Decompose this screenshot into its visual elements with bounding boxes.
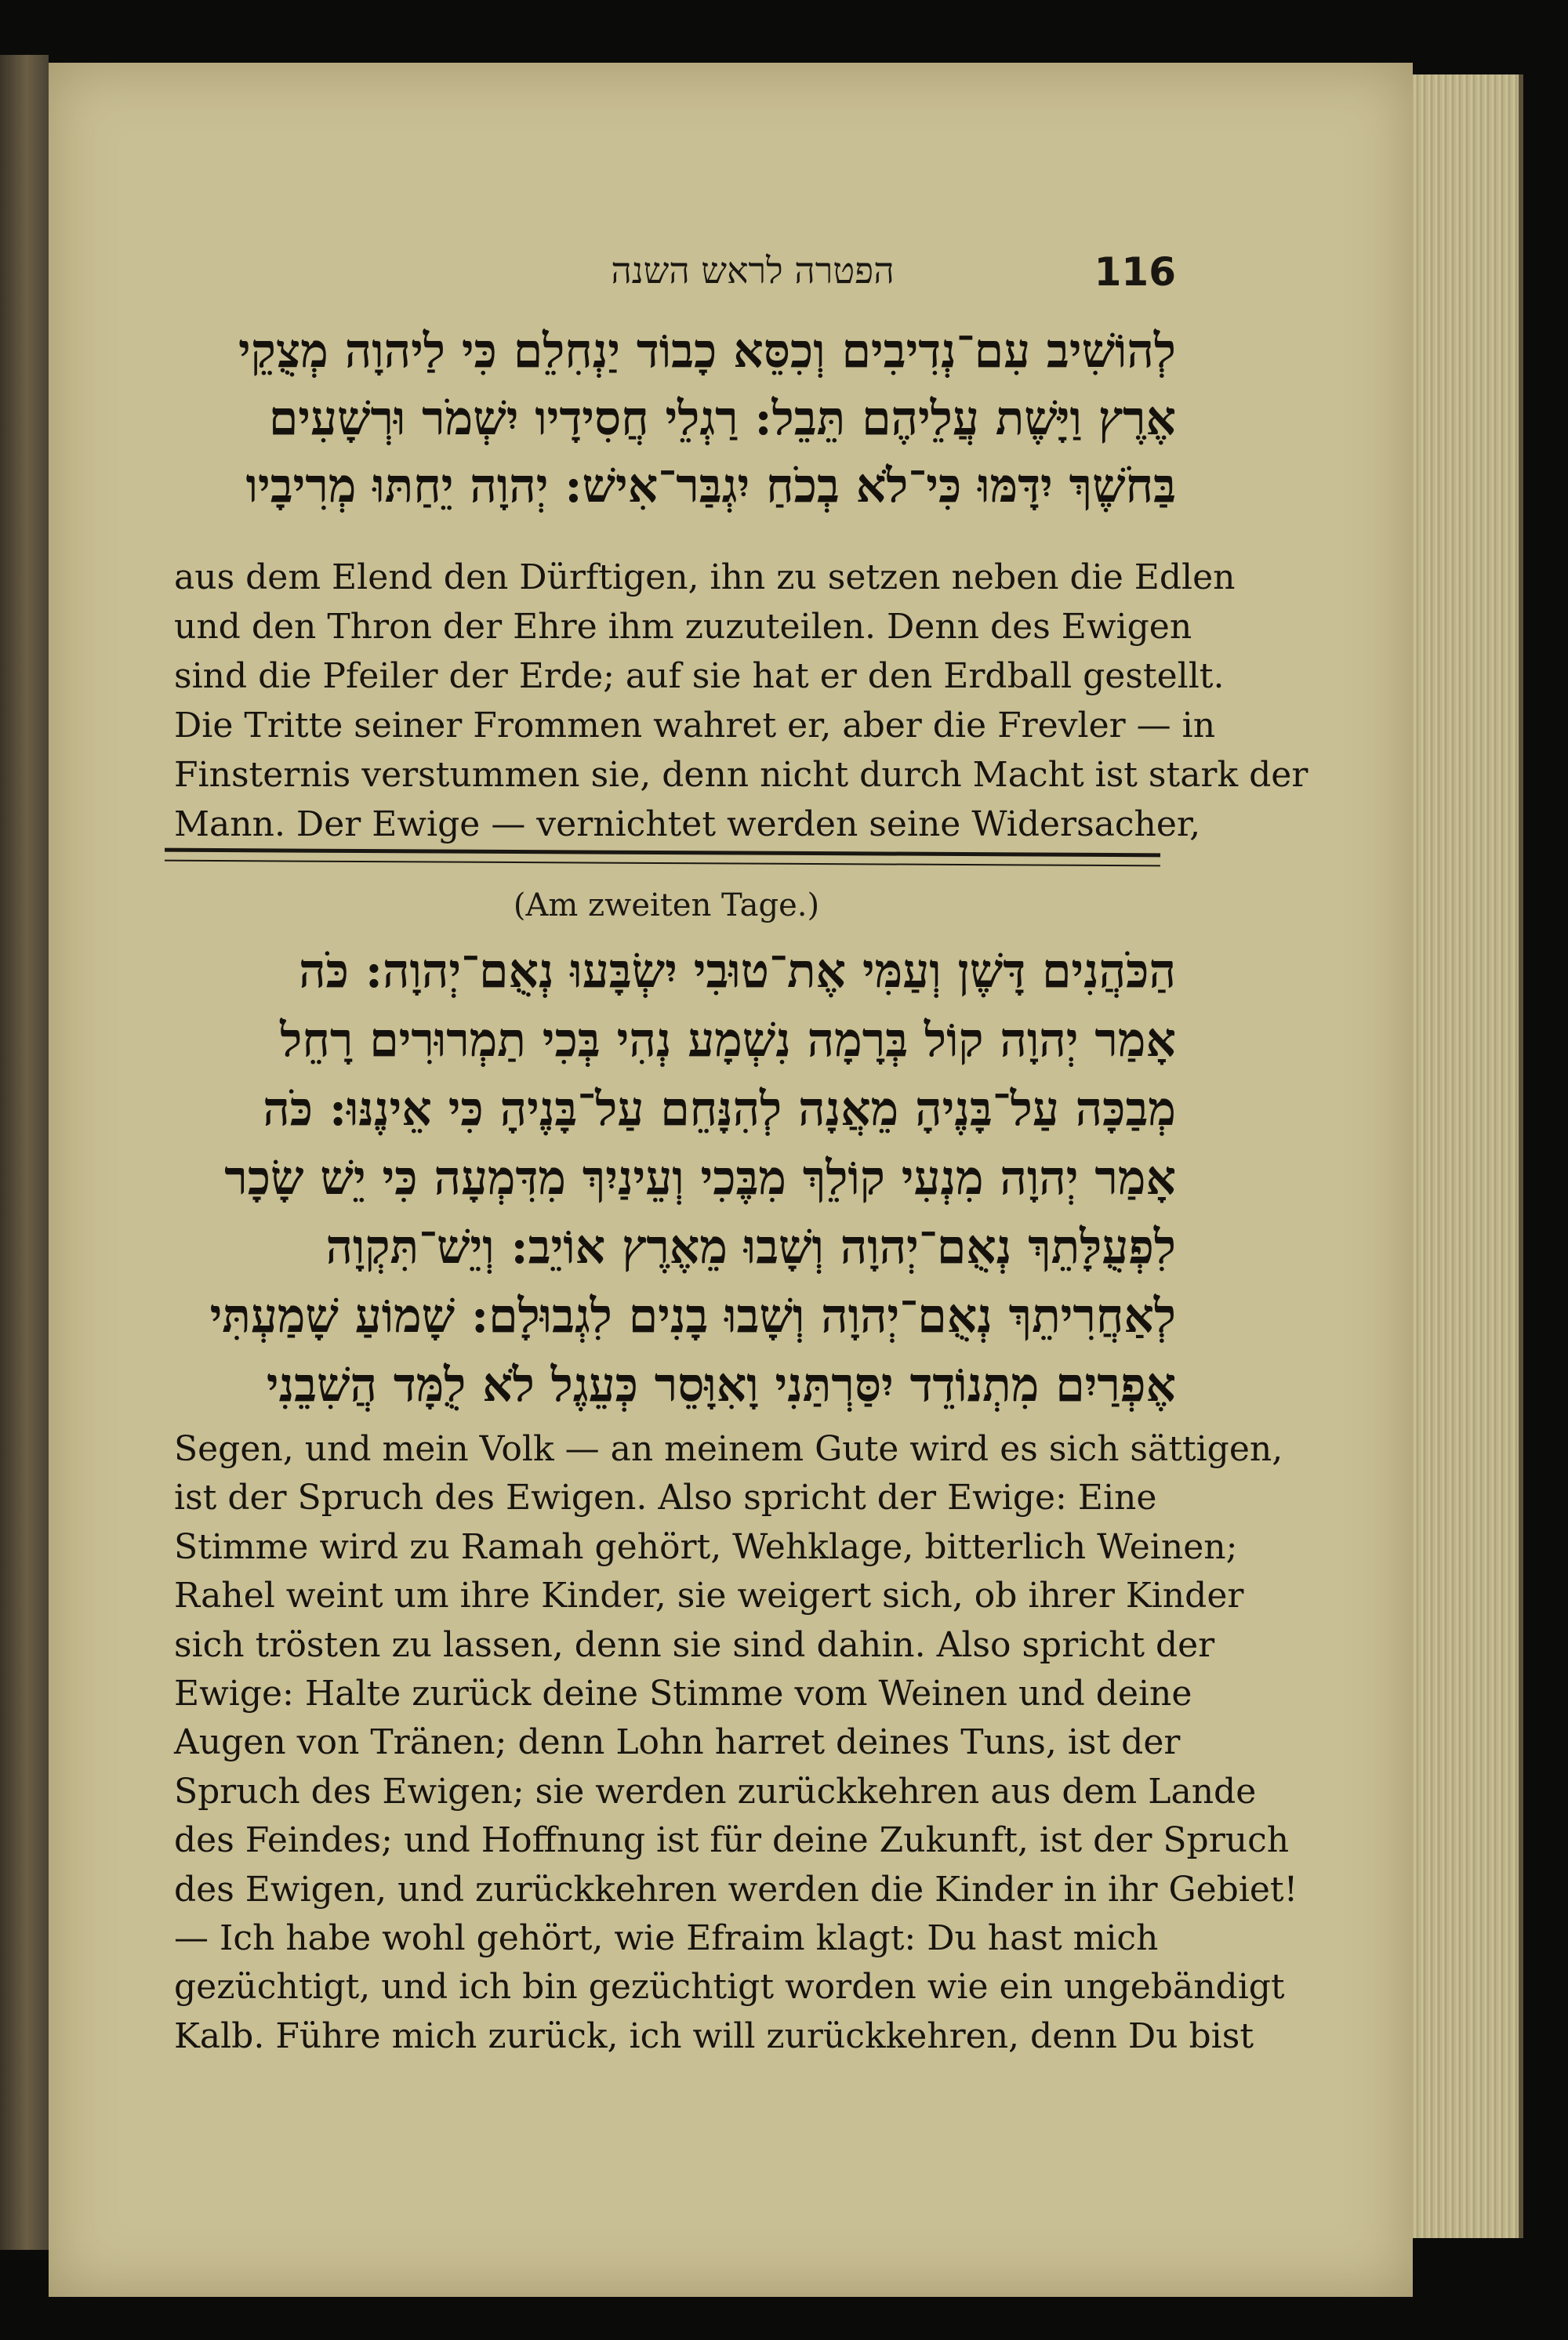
header-title: הפטרה לראש השנה	[611, 249, 895, 292]
german-line: gezüchtigt, und ich bin gezüchtigt worden wie ein ungebändigt	[174, 1967, 1285, 2008]
page-stack-edge	[1413, 74, 1523, 2238]
german-line: aus dem Elend den Dürftigen, ihn zu setzen neben die Edlen	[174, 557, 1236, 597]
running-header	[157, 249, 1176, 304]
hebrew-line: אָמַר יְהוָה מִנְעִי קוֹלֵךְ מִבֶּכִי וְעֵינַיִךְ מִדִּמְעָה כִּי יֵשׁ שָׂכָר	[224, 1151, 1176, 1206]
page-number: 116	[1094, 249, 1176, 295]
german-line: Die Tritte seiner Frommen wahret er, aber die Frevler — in	[174, 706, 1216, 746]
hebrew-line: מְבַכָּה עַל־בָּנֶיהָ מֵאֲנָה לְהִנָּחֵם עַל־בָּנֶיהָ כִּי אֵינֶנּוּ: כֹּה	[263, 1082, 1176, 1137]
german-line: — Ich habe wohl gehört, wie Efraim klagt: Du hast mich	[174, 1918, 1159, 1959]
german-line: Segen, und mein Volk — an meinem Gute wird es sich sättigen,	[174, 1429, 1283, 1469]
german-line: sind die Pfeiler der Erde; auf sie hat er den Erdball gestellt.	[174, 656, 1225, 696]
german-line: Augen von Tränen; denn Lohn harret deines Tuns, ist der	[174, 1722, 1181, 1763]
hebrew-text-block-1	[157, 317, 1176, 520]
german-text-block-2	[174, 1425, 1298, 2061]
hebrew-line: הַכֹּהֲנִים דָּשֶׁן וְעַמִּי אֶת־טוּבִי יִשְׂבָּעוּ נְאֻם־יְהוָה: כֹּה	[299, 944, 1176, 999]
hebrew-line: לִפְעֻלָּתֵךְ נְאֻם־יְהוָה וְשָׁבוּ מֵאֶרֶץ אוֹיֵב: וְיֵשׁ־תִּקְוָה	[325, 1220, 1176, 1275]
hebrew-text-block-2	[157, 937, 1176, 1420]
hebrew-line: לְאַחֲרִיתֵךְ נְאֻם־יְהוָה וְשָׁבוּ בָנִים לִגְבוּלָם: שָׁמוֹעַ שָׁמַעְתִּי	[209, 1289, 1176, 1344]
german-line: ist der Spruch des Ewigen. Also spricht der Ewige: Eine	[174, 1478, 1157, 1518]
hebrew-line: אֶרֶץ וַיָּשֶׁת עֲלֵיהֶם תֵּבֵל: רַגְלֵי חֲסִידָיו יִשְׁמֹר וּרְשָׁעִים	[268, 391, 1176, 446]
german-line: Finsternis verstummen sie, denn nicht durch Macht ist stark der	[174, 755, 1308, 795]
german-line: und den Thron der Ehre ihm zuzuteilen. Denn des Ewigen	[174, 607, 1192, 647]
section-subheading: (Am zweiten Tage.)	[513, 887, 820, 923]
german-text-block-1	[174, 553, 1308, 849]
german-line: Stimme wird zu Ramah gehört, Wehklage, bitterlich Weinen;	[174, 1526, 1238, 1567]
german-line: Ewige: Halte zurück deine Stimme vom Weinen und deine	[174, 1674, 1192, 1714]
german-line: Spruch des Ewigen; sie werden zurückkehren aus dem Lande	[174, 1771, 1257, 1812]
german-line: Mann. Der Ewige — vernichtet werden seine Widersacher,	[174, 804, 1201, 844]
german-line: Rahel weint um ihre Kinder, sie weigert sich, ob ihrer Kinder	[174, 1576, 1244, 1616]
hebrew-line: אָמַר יְהוָה קוֹל בְּרָמָה נִשְׁמָע נְהִי בְּכִי תַמְרוּרִים רָחֵל	[280, 1013, 1176, 1068]
hebrew-line: אֶפְרַיִם מִתְנוֹדֵד יִסַּרְתַּנִי וָאִוָּסֵר כְּעֵגֶל לֹא לֻמָּד הֲשִׁבֵנִי	[266, 1358, 1176, 1413]
german-line: sich trösten zu lassen, denn sie sind dahin. Also spricht der	[174, 1624, 1215, 1665]
german-line: des Ewigen, und zurückkehren werden die Kinder in ihr Gebiet!	[174, 1869, 1298, 1910]
hebrew-line: בַּחֹשֶׁךְ יִדָּמּוּ כִּי־לֹא בְכֹחַ יִגְבַּר־אִישׁ: יְהוָה יֵחַתּוּ מְרִיבָיו	[245, 459, 1176, 513]
german-line: des Feindes; und Hoffnung ist für deine Zukunft, ist der Spruch	[174, 1820, 1290, 1861]
hebrew-line: לְהוֹשִׁיב עִם־נְדִיבִים וְכִסֵּא כָבוֹד יַנְחִלֵם כִּי לַיהוָה מְצֻקֵי	[238, 324, 1176, 379]
german-line: Kalb. Führe mich zurück, ich will zurückkehren, denn Du bist	[174, 2015, 1254, 2056]
book-cover-edge	[0, 55, 49, 2250]
